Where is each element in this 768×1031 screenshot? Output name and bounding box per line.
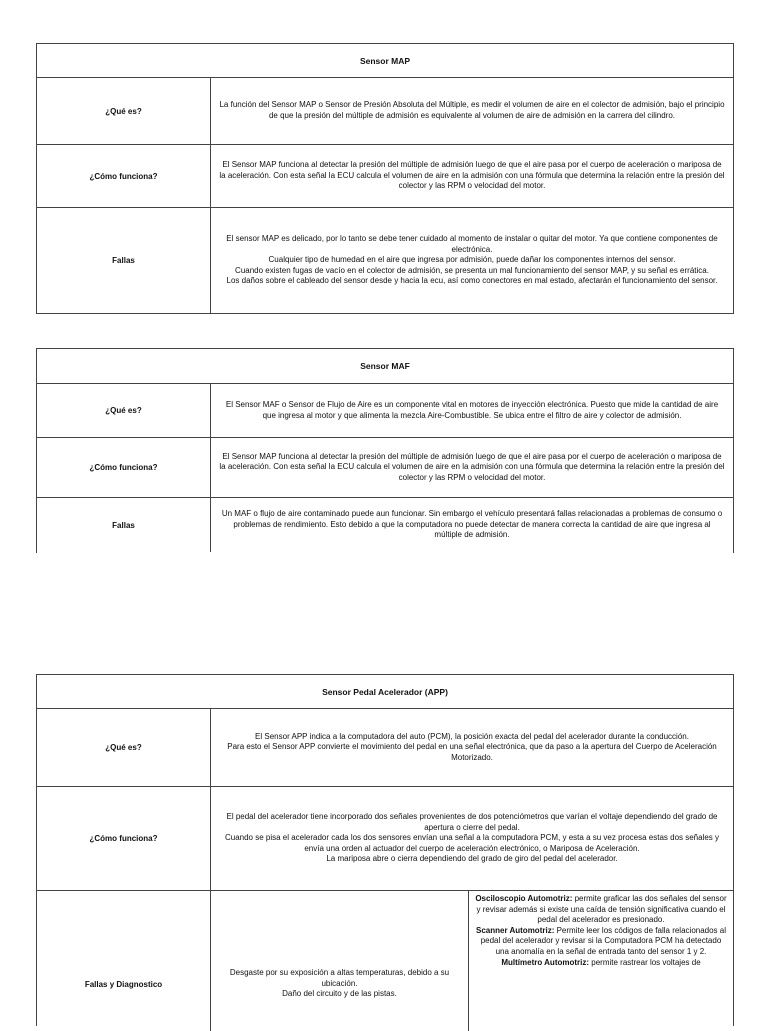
row-text: Los daños sobre el cableado del sensor desde y hacia la ecu, así como conectores en mal estado, afectarán el funcionamiento del sensor. [226,276,718,286]
row-label: ¿Cómo funciona? [37,145,211,207]
tool-item [501,958,700,969]
row-text: El Sensor MAF o Sensor de Flujo de Aire es un componente vital en motores de inyección electrónica. Puesto que mide la cantidad de aire que ingresa al motor y que alimenta la mezcla Aire-Combustible. Se ubica entre el filtro de aire y colector de admisión. [225,399,719,420]
row-value [211,78,733,144]
table-row [37,78,733,145]
row-text: Cuando se pisa el acelerador cada los dos sensores envían una señal a la computadora PCM, y esta a su vez procesa estas dos señales y envía una orden al actuador del cuerpo de aceleración electrónico, o Mariposa de Aceleración. [224,833,720,853]
table-row [37,498,733,552]
row-value [211,498,733,552]
row-label: Fallas y Diagnostico [37,891,211,1031]
row-label: Fallas [37,208,211,313]
tool-name: Multímetro Automotriz: [501,957,590,967]
row-value [211,438,733,497]
row-text: El sensor MAP es delicado, por lo tanto se debe tener cuidado al momento de instalar o quitar del motor. Ya que contiene componentes de electrónica. [226,234,718,254]
row-text: Cualquier tipo de humedad en el aire que ingresa por admisión, puede dañar los componentes internos del sensor. [268,255,676,265]
row-text: Daño del circuito y de las pistas. [282,989,397,999]
tool-text: permite graficar las dos señales del sensor y revisar además si existe una caída de tensión significativa cuando el pedal del acelerador es presionado. [476,894,727,925]
fallas-cell [211,891,469,1031]
row-label: ¿Cómo funciona? [37,787,211,890]
row-value [211,787,733,890]
table-row [37,891,733,1031]
row-text: El Sensor MAP funciona al detectar la presión del múltiple de admisión luego de que el aire pasa por el cuerpo de aceleración o mariposa de la aceleración. Con esta señal la ECU calcula el volumen de aire en la admisión con una fórmula que determina la relación entre la presión del colector y las RPM o velocidad del motor. [219,160,725,191]
table-row [37,145,733,208]
table-row [37,438,733,498]
table-title: Sensor MAP [37,44,733,78]
tool-item [475,894,727,926]
tool-item [475,926,727,958]
row-text: Un MAF o flujo de aire contaminado puede aun funcionar. Sin embargo el vehículo presentará fallas relacionadas a problemas de consumo o problemas de rendimiento. Esto debido a que la computadora no puede detectar de manera correcta la cantidad de aire que ingresa al múltiple de admisión. [221,509,723,540]
row-value [211,145,733,207]
tools-cell [469,891,733,1031]
tool-name: Osciloscopio Automotriz: [475,894,573,903]
row-text: Para esto el Sensor APP convierte el movimiento del pedal en una señal electrónica, que da paso a la apertura del Cuerpo de Aceleración Motorizado. [227,742,717,762]
table-sensor-app [36,674,734,1026]
table-row [37,787,733,891]
tool-name: Scanner Automotriz: [475,925,555,935]
row-label: Fallas [37,498,211,552]
row-label: ¿Cómo funciona? [37,438,211,497]
table-row [37,384,733,438]
table-title: Sensor MAF [37,349,733,384]
tool-text: permite rastrear los voltajes de [589,957,701,967]
row-text: Cuando existen fugas de vacío en el colector de admisión, se presenta un mal funcionamiento del sensor MAP, y su señal es errática. [235,265,709,275]
diagnostic-split [211,891,733,1031]
row-value [211,208,733,313]
row-text: Desgaste por su exposición a altas temperaturas, debido a su ubicación. [229,968,450,988]
table-title: Sensor Pedal Acelerador (APP) [37,675,733,709]
row-text: La función del Sensor MAP o Sensor de Presión Absoluta del Múltiple, es medir el volumen de aire en el colector de admisión, bajo el principio de que la presión del múltiple de admisión es equivalente al volumen de aire de admisión en la carrera del cilindro. [219,100,725,120]
tool-text: Permite leer los códigos de falla relacionados al pedal del acelerador y revisar si la Computadora PCM ha detectado una anomalía en la señal de entrada tanto del sensor 1 y 2. [480,925,727,956]
row-value [211,384,733,437]
row-value [211,709,733,786]
table-row [37,709,733,787]
row-label: ¿Qué es? [37,709,211,786]
row-text: El Sensor APP indica a la computadora del auto (PCM), la posición exacta del pedal del acelerador durante la conducción. [255,731,689,741]
table-sensor-maf [36,348,734,553]
row-text: El Sensor MAP funciona al detectar la presión del múltiple de admisión luego de que el aire pasa por el cuerpo de aceleración o mariposa de la aceleración. Con esta señal la ECU calcula el volumen de aire en la admisión con una fórmula que determina la relación entre la presión del colector y las RPM o velocidad del motor. [219,451,725,482]
row-label: ¿Qué es? [37,78,211,144]
row-label: ¿Qué es? [37,384,211,437]
row-text: La mariposa abre o cierra dependiendo del grado de giro del pedal del acelerador. [326,854,618,864]
table-row [37,208,733,313]
row-text: El pedal del acelerador tiene incorporado dos señales provenientes de dos potenciómetros que varían el voltaje dependiendo del grado de apertura o cierre del pedal. [226,812,718,832]
table-sensor-map [36,43,734,314]
